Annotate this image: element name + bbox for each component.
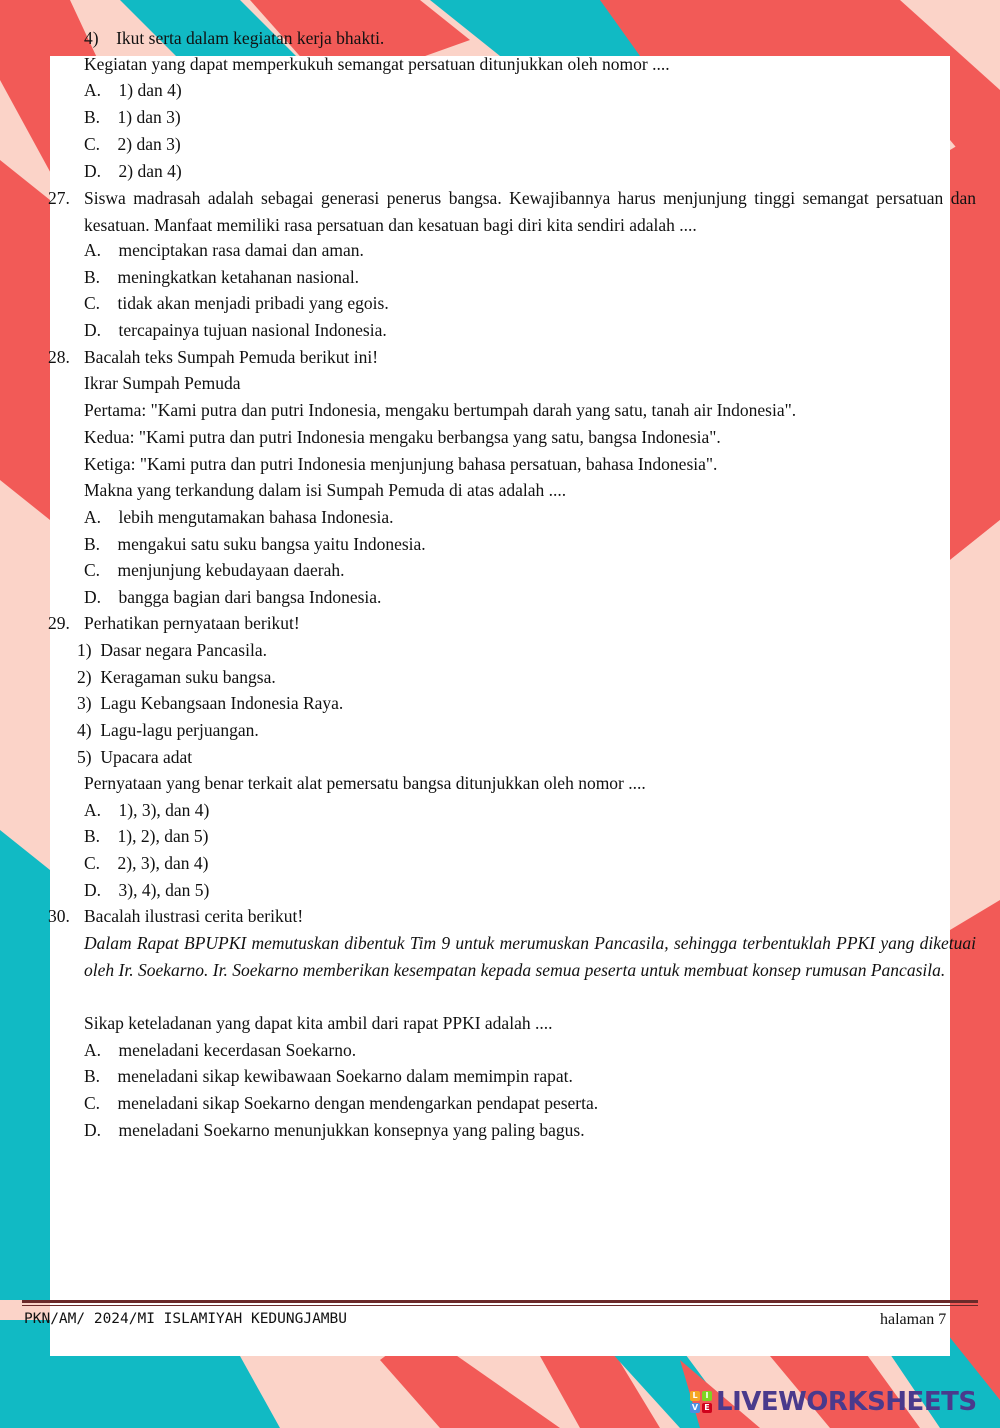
q26-option-b[interactable]: B. 1) dan 3) xyxy=(84,107,181,127)
q28-line-ketiga: Ketiga: "Kami putra dan putri Indonesia menjunjung bahasa persatuan, bahasa Indonesia". xyxy=(84,454,718,474)
q26-option-a[interactable]: A. 1) dan 4) xyxy=(84,80,182,100)
footer-page-number: halaman 7 xyxy=(880,1311,947,1328)
q28-title: Ikrar Sumpah Pemuda xyxy=(84,373,241,393)
q29-item-3: 3) Lagu Kebangsaan Indonesia Raya. xyxy=(77,693,344,713)
q28-option-d[interactable]: D. bangga bagian dari bangsa Indonesia. xyxy=(84,587,382,607)
q28-line-kedua: Kedua: "Kami putra dan putri Indonesia mengaku berbangsa yang satu, bangsa Indonesia". xyxy=(84,427,721,447)
q29-text: Perhatikan pernyataan berikut! xyxy=(84,613,300,633)
footer-course-code: PKN/AM/ 2024/MI ISLAMIYAH KEDUNGJAMBU xyxy=(24,1311,348,1327)
q30-option-a[interactable]: A. meneladani kecerdasan Soekarno. xyxy=(84,1040,357,1060)
q26-option-d[interactable]: D. 2) dan 4) xyxy=(84,161,182,181)
q26-item-4: 4) Ikut serta dalam kegiatan kerja bhakti. xyxy=(84,28,385,48)
q30-option-b[interactable]: B. meneladani sikap kewibawaan Soekarno dalam memimpin rapat. xyxy=(84,1066,573,1086)
q27-option-c[interactable]: C. tidak akan menjadi pribadi yang egois. xyxy=(84,293,389,313)
q28-option-a[interactable]: A. lebih mengutamakan bahasa Indonesia. xyxy=(84,507,394,527)
q30-option-d[interactable]: D. meneladani Soekarno menunjukkan konsepnya yang paling bagus. xyxy=(84,1120,585,1140)
footer-rule-thin xyxy=(22,1305,978,1306)
q29-item-1: 1) Dasar negara Pancasila. xyxy=(77,640,267,660)
q27-option-a[interactable]: A. menciptakan rasa damai dan aman. xyxy=(84,240,364,260)
q26-prompt: Kegiatan yang dapat memperkukuh semangat persatuan ditunjukkan oleh nomor .... xyxy=(84,54,670,74)
q29-option-b[interactable]: B. 1), 2), dan 5) xyxy=(84,826,209,846)
q28-option-b[interactable]: B. mengakui satu suku bangsa yaitu Indonesia. xyxy=(84,534,426,554)
q29-item-2: 2) Keragaman suku bangsa. xyxy=(77,667,276,687)
q26-option-c[interactable]: C. 2) dan 3) xyxy=(84,134,181,154)
q30-option-c[interactable]: C. meneladani sikap Soekarno dengan mendengarkan pendapat peserta. xyxy=(84,1093,599,1113)
q27-text: Siswa madrasah adalah sebagai generasi penerus bangsa. Kewajibannya harus menjunjung tinggi semangat persatuan dan kesatuan. Manfaat memiliki rasa persatuan dan kesatuan bagi diri kita sendiri adalah .... xyxy=(84,188,976,235)
q27-option-d[interactable]: D. tercapainya tujuan nasional Indonesia. xyxy=(84,320,387,340)
q27-number: 27. xyxy=(48,188,70,208)
q28-option-c[interactable]: C. menjunjung kebudayaan daerah. xyxy=(84,560,345,580)
q30-number: 30. xyxy=(48,906,70,926)
q30-story: Dalam Rapat BPUPKI memutuskan dibentuk Tim 9 untuk merumuskan Pancasila, sehingga terbentuklah PPKI yang diketuai oleh Ir. Soekarno. Ir. Soekarno memberikan kesempatan kepada semua peserta untuk membuat konsep rumusan Pancasila. xyxy=(84,933,976,980)
liveworksheets-wordmark: LIVEWORKSHEETS xyxy=(716,1387,977,1417)
q28-number: 28. xyxy=(48,347,70,367)
q28-prompt: Makna yang terkandung dalam isi Sumpah Pemuda di atas adalah .... xyxy=(84,480,567,500)
q29-number: 29. xyxy=(48,613,70,633)
q30-prompt: Sikap keteladanan yang dapat kita ambil dari rapat PPKI adalah .... xyxy=(84,1013,553,1033)
liveworksheets-logo-icon: L I V E xyxy=(690,1391,712,1413)
q29-option-c[interactable]: C. 2), 3), dan 4) xyxy=(84,853,209,873)
q29-item-5: 5) Upacara adat xyxy=(77,747,193,767)
footer-rule xyxy=(22,1300,978,1303)
q28-line-pertama: Pertama: "Kami putra dan putri Indonesia, mengaku bertumpah darah yang satu, tanah air Indonesia". xyxy=(84,400,797,420)
q29-option-a[interactable]: A. 1), 3), dan 4) xyxy=(84,800,210,820)
q27-option-b[interactable]: B. meningkatkan ketahanan nasional. xyxy=(84,267,360,287)
liveworksheets-logo[interactable] xyxy=(690,1386,977,1418)
q29-option-d[interactable]: D. 3), 4), dan 5) xyxy=(84,880,210,900)
q29-item-4: 4) Lagu-lagu perjuangan. xyxy=(77,720,259,740)
q28-text: Bacalah teks Sumpah Pemuda berikut ini! xyxy=(84,347,379,367)
q29-prompt: Pernyataan yang benar terkait alat pemersatu bangsa ditunjukkan oleh nomor .... xyxy=(84,773,646,793)
q30-text: Bacalah ilustrasi cerita berikut! xyxy=(84,906,304,926)
